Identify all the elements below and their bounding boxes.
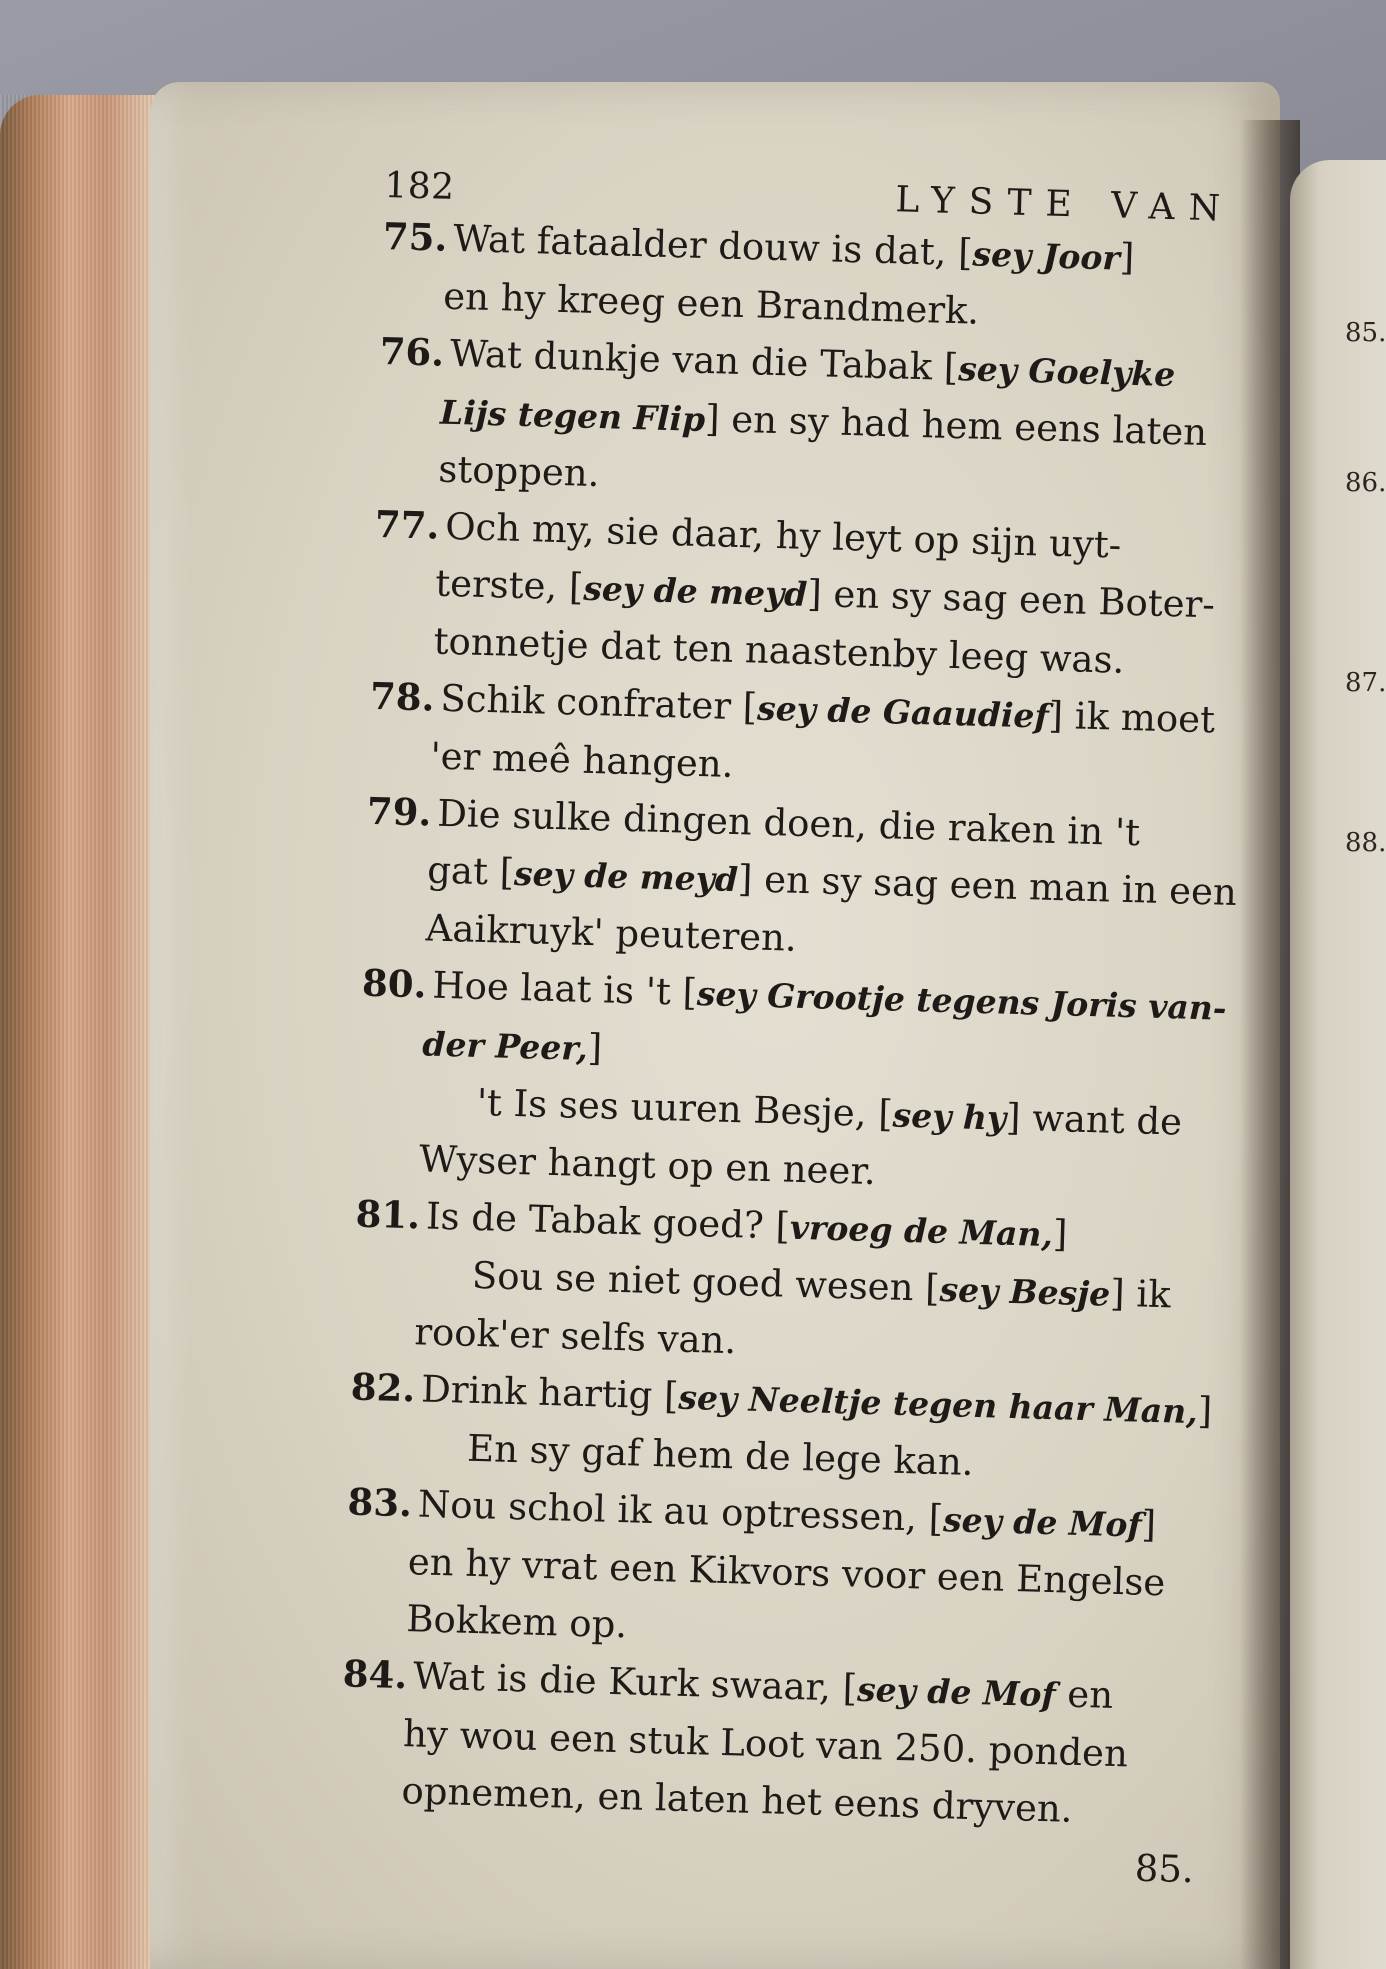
- entry-text: en hy kreeg een Brandmerk.: [442, 274, 980, 333]
- entry-number: 83.: [347, 1479, 413, 1526]
- entry-text: Wyser hangt op en neer.: [418, 1137, 877, 1194]
- facing-page-number: 86.: [1345, 468, 1386, 498]
- entry-number: 77.: [374, 501, 440, 548]
- speaker-attribution: sey Neeltje tegen haar Man,: [677, 1377, 1199, 1432]
- entry-text: terste, [: [434, 561, 585, 609]
- entry-text: opnemen, en laten het eens dryven.: [401, 1769, 1074, 1831]
- entry-text: ]: [1141, 1502, 1157, 1547]
- entry-text: ]: [1119, 235, 1135, 279]
- speaker-attribution: der Peer,: [421, 1024, 589, 1068]
- facing-page-number: 88.: [1345, 828, 1386, 858]
- entry-text: ] en sy had hem eens laten: [704, 397, 1208, 455]
- speaker-attribution: sey de meyd: [582, 568, 808, 614]
- entry-text: 't Is ses uuren Besje, [: [476, 1080, 894, 1136]
- entry-text: Och my, sie daar, hy leyt op sijn uyt-: [444, 504, 1122, 567]
- speaker-attribution: sey hy: [892, 1095, 1007, 1138]
- book-page-edges: [0, 95, 175, 1969]
- speaker-attribution: Lijs tegen Flip: [439, 392, 706, 440]
- entry-number: 82.: [350, 1364, 416, 1411]
- entry-text: Sou se niet goed wesen [: [471, 1253, 941, 1310]
- entry-text: Die sulke dingen doen, die raken in 't: [436, 791, 1141, 855]
- entry-number: 78.: [369, 673, 436, 720]
- entry-text: rook'er selfs van.: [413, 1310, 737, 1363]
- entry-number: 84.: [342, 1651, 408, 1698]
- entry-text: en hy vrat een Kikvors voor een Engelse: [407, 1540, 1166, 1605]
- entry-text: Schik confrater [: [439, 676, 758, 729]
- entry-number: 79.: [366, 788, 432, 835]
- entry-text: stoppen.: [437, 447, 601, 496]
- entry: [356, 955, 1232, 1210]
- entry: [352, 1186, 1226, 1383]
- facing-page-number: 87.: [1345, 668, 1386, 698]
- entry-text: Nou schol ik au optressen, [: [417, 1482, 944, 1541]
- entry-text: ]: [1197, 1389, 1213, 1433]
- entry: [344, 1473, 1218, 1669]
- entry-number: 81.: [355, 1191, 421, 1238]
- speaker-attribution: sey Besje: [939, 1269, 1111, 1314]
- entry-text: Wat is die Kurk swaar, [: [412, 1654, 858, 1710]
- speaker-attribution: sey de Mof: [942, 1500, 1143, 1545]
- entry-text: Hoe laat is 't [: [431, 963, 698, 1015]
- entry-text: ] ik: [1109, 1271, 1172, 1317]
- entry-text: Wat fataalder douw is dat, [: [452, 216, 974, 275]
- entry-text: ] en sy sag een Boter-: [806, 571, 1216, 627]
- speaker-attribution: sey de Gaaudief: [756, 688, 1050, 736]
- page-text: [337, 165, 1254, 1899]
- entry-text: ]: [1052, 1212, 1069, 1256]
- entry-text: gat [: [426, 848, 515, 894]
- entry-text: ]: [587, 1026, 603, 1070]
- speaker-attribution: sey Grootje tegens Joris van-: [696, 974, 1228, 1028]
- entry-text: ] ik moet: [1048, 693, 1216, 742]
- entry-text: tonnetje dat ten naastenby leeg was.: [433, 619, 1125, 682]
- entry-text: en: [1055, 1672, 1114, 1717]
- entry-text: Drink hartig [: [420, 1367, 680, 1418]
- catchword: 85.: [1134, 1846, 1195, 1892]
- entry-number: 76.: [379, 328, 445, 375]
- entry-list: [339, 208, 1254, 1842]
- entry-text: Aaikruyk' peuteren.: [425, 906, 798, 960]
- entry-text: Bokkem op.: [405, 1597, 628, 1647]
- entry-text: hy wou een stuk Loot van 250. ponden: [402, 1712, 1129, 1776]
- entry-text: ] want de: [1005, 1095, 1183, 1144]
- entry-number: 75.: [382, 213, 448, 260]
- speaker-attribution: sey Goelyke: [957, 349, 1176, 395]
- facing-page-number: 85.: [1345, 318, 1386, 348]
- speaker-attribution: sey de meyd: [513, 853, 739, 900]
- entry-text: Wat dunkje van die Tabak [: [449, 331, 959, 390]
- entry-text: ] en sy sag een man in een: [737, 857, 1238, 915]
- entry-text: Is de Tabak goed? [: [425, 1194, 791, 1248]
- entry: [363, 783, 1237, 979]
- entry-text: 'er meê hangen.: [429, 734, 735, 786]
- entry-number: 80.: [361, 960, 428, 1007]
- running-title: LYSTE VAN: [894, 179, 1235, 230]
- facing-page: [1290, 160, 1386, 1969]
- speaker-attribution: sey de Mof: [856, 1669, 1057, 1715]
- page-number: 182: [383, 165, 456, 208]
- entry: [371, 496, 1245, 692]
- speaker-attribution: vroeg de Man,: [789, 1207, 1054, 1255]
- speaker-attribution: sey Joor: [972, 234, 1121, 278]
- entry: [376, 323, 1250, 520]
- entry: [339, 1645, 1213, 1841]
- entry-text: En sy gaf hem de lege kan.: [466, 1426, 975, 1484]
